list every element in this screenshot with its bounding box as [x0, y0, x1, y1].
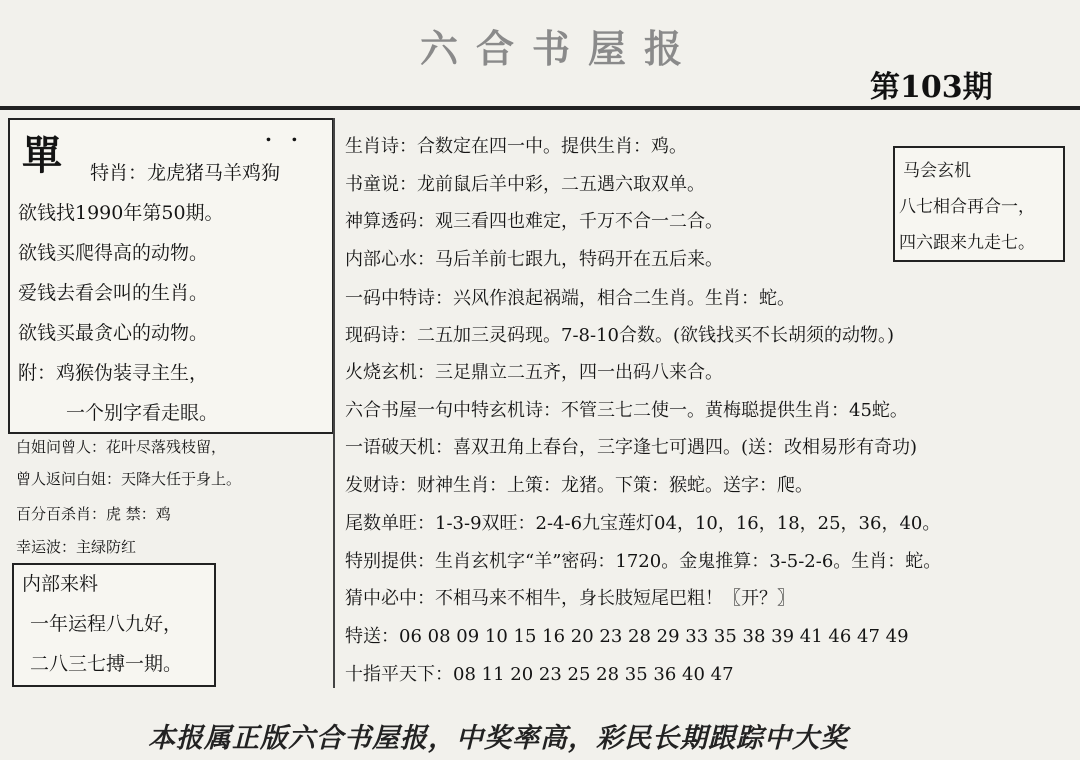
left-small-line-3: 幸运波：主绿防红 — [16, 538, 137, 556]
inner-box-line-1: 二八三七搏一期。 — [30, 653, 183, 675]
main-line-0: 生肖诗：合数定在四一中。提供生肖：鸡。 — [345, 136, 687, 157]
main-line-5: 现码诗：二五加三灵码现。7-8-10合数。(欲钱找买不长胡须的动物。) — [345, 325, 895, 346]
main-line-11: 特别提供：生肖玄机字“羊”密码：1720。金鬼推算：3-5-2-6。生肖：蛇。 — [345, 551, 942, 572]
column-divider — [333, 118, 335, 688]
left-line-5: 附：鸡猴伪装寻主生， — [18, 362, 209, 384]
main-line-13: 特送：06 08 09 10 15 16 20 23 28 29 33 35 38 39 41 46 47 49 — [345, 626, 909, 647]
ma-hui-title: 马会玄机 — [903, 161, 971, 181]
main-line-7: 六合书屋一句中特玄机诗：不管三七二使一。黄梅聪提供生肖：45蛇。 — [345, 400, 908, 421]
main-line-10: 尾数单旺：1-3-9双旺：2-4-6九宝莲灯04，10，16，18，25，36，40。 — [345, 513, 941, 534]
main-line-6: 火烧玄机：三足鼎立二五齐，四一出码八来合。 — [345, 362, 723, 383]
inner-source-box — [12, 563, 216, 687]
left-line-3: 爱钱去看会叫的生肖。 — [18, 282, 209, 304]
main-line-4: 一码中特诗：兴风作浪起祸端，相合二生肖。生肖：蛇。 — [345, 288, 795, 309]
main-line-14: 十指平天下：08 11 20 23 25 28 35 36 40 47 — [345, 664, 734, 685]
left-small-line-1: 曾人返问白姐：天降大任于身上。 — [16, 470, 242, 488]
main-line-12: 猜中必中：不相马来不相牛，身长肢短尾巴粗！〖开？〗 — [345, 588, 795, 609]
issue-number: 第103期 — [870, 70, 993, 105]
main-line-1: 书童说：龙前鼠后羊中彩，二五遇六取双单。 — [345, 174, 705, 195]
dan-mark: 單 — [22, 132, 62, 179]
header-rule — [0, 106, 1080, 110]
left-line-4: 欲钱买最贪心的动物。 — [18, 322, 209, 344]
left-small-line-0: 白姐问曾人：花叶尽落残枝留， — [16, 438, 227, 456]
ma-hui-line-1: 八七相合再合一， — [899, 197, 1035, 217]
footer-slogan: 本报属正版六合书屋报，中奖率高，彩民长期跟踪中大奖 — [148, 723, 848, 754]
main-line-8: 一语破天机：喜双丑角上春台，三字逢七可遇四。(送：改相易形有奇功) — [345, 437, 918, 458]
ma-hui-box — [893, 146, 1065, 262]
main-line-3: 内部心水：马后羊前七跟九，特码开在五后来。 — [345, 249, 723, 270]
left-line-6: 一个别字看走眼。 — [66, 402, 219, 424]
left-panel — [8, 118, 334, 434]
decorative-dots: . . — [265, 122, 304, 146]
main-line-2: 神算透码：观三看四也难定，千万不合一二合。 — [345, 211, 723, 232]
left-line-1: 欲钱找1990年第50期。 — [18, 202, 224, 224]
ma-hui-line-2: 四六跟来九走七。 — [899, 233, 1035, 253]
left-small-line-2: 百分百杀肖：虎 禁：鸡 — [16, 505, 171, 523]
special-zodiac-line: 特肖：龙虎猪马羊鸡狗 — [90, 162, 281, 184]
masthead-title: 六合书屋报 — [420, 26, 701, 71]
main-line-9: 发财诗：财神生肖：上策：龙猪。下策：猴蛇。送字：爬。 — [345, 475, 813, 496]
inner-box-title: 内部来料 — [22, 573, 99, 595]
left-line-2: 欲钱买爬得高的动物。 — [18, 242, 209, 264]
inner-box-line-0: 一年运程八九好， — [30, 613, 183, 635]
